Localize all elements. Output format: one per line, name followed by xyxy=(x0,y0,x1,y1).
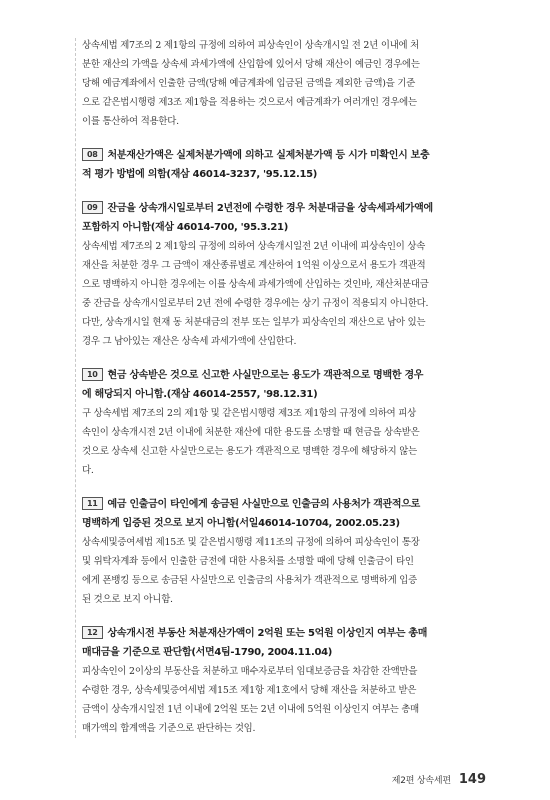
section-title: 예금 인출금이 타인에게 송금된 사실만으로 인출금의 사용처가 객관적으로 명백하게 입증된 것으로 보지 아니함(서일46014-10704, 2002.05.23) xyxy=(82,499,420,529)
section-body: 구 상속세법 제7조의 2의 제1항 및 같은법시행령 제3조 제1항의 규정에 의하여 피상 속인이 상속개시전 2년 이내에 처분한 재산에 대한 용도를 소명할 때 현금을 상속받은 것으로 상속세 신고한 사실만으로는 용도가 객관적으로 명백한 경우에 해당하지 않는 다. xyxy=(82,408,420,476)
section-heading xyxy=(82,146,490,184)
section-title: 잔금을 상속개시일로부터 2년전에 수령한 경우 처분대금을 상속세과세가액에 포함하지 아니함(재삼 46014-700, '95.3.21) xyxy=(82,203,433,233)
section-number: 11 xyxy=(82,497,103,510)
section-number: 09 xyxy=(82,201,103,214)
section-title: 처분재산가액은 실제처분가액에 의하고 실제처분가액 등 시가 미확인시 보충 적 평가 방법에 의함(재삼 46014-3237, '95.12.15) xyxy=(82,150,430,180)
section-title: 현금 상속받은 것으로 신고한 사실만으로는 용도가 객관적으로 명백한 경우 에 해당되지 아니함.(재삼 46014-2557, '98.12.31) xyxy=(82,370,424,400)
page-footer xyxy=(392,768,486,787)
section-number: 10 xyxy=(82,368,103,381)
section-number: 12 xyxy=(82,626,103,639)
section-heading xyxy=(82,495,490,533)
section-body: 상속세및증여세법 제15조 및 같은법시행령 제11조의 규정에 의하여 피상속인이 통장 및 위탁자계좌 등에서 인출한 금전에 대한 사용처를 소명할 때에 당해 인출금이 타인 에게 폰뱅킹 등으로 송금된 사실만으로 인출금의 사용처가 객관적으로 명백하게 입증 된 것으로 보지 아니함. xyxy=(82,537,420,605)
section-09 xyxy=(82,199,490,351)
section-10 xyxy=(82,366,490,480)
section-heading xyxy=(82,366,490,404)
chapter-label: 제2편 상속세편 xyxy=(391,776,451,786)
section-body: 피상속인이 2이상의 부동산을 처분하고 매수자로부터 임대보증금을 차감한 잔액만을 수령한 경우, 상속세및증여세법 제15조 제1항 제1호에서 당해 재산을 처분하고 받은 금액이 상속개시일전 1년 이내에 2억원 또는 2년 이내에 5억원 이상인지 여부는 총매 매가액의 합계액을 기준으로 판단하는 것임. xyxy=(82,666,420,734)
page-number: 149 xyxy=(458,772,486,787)
section-heading xyxy=(82,624,490,662)
section-number: 08 xyxy=(82,148,103,161)
section-08 xyxy=(82,146,490,184)
section-title: 상속개시전 부동산 처분재산가액이 2억원 또는 5억원 이상인지 여부는 총매 매대금을 기준으로 판단함(서면4팀-1790, 2004.11.04) xyxy=(82,628,428,658)
intro-paragraph: 상속세법 제7조의 2 제1항의 규정에 의하여 피상속인이 상속개시일 전 2년 이내에 처 분한 재산의 가액을 상속세 과세가액에 산입함에 있어서 당해 재산이 예금인 경우에는 당해 예금계좌에서 인출한 금액(당해 예금계좌에 입금된 금액을 제외한 금액)을 기준 으로 같은법시행령 제3조 제1항을 적용하는 것으로서 예금계좌가 여러개인 경우에는 이를 통산하여 적용한다. xyxy=(82,40,420,127)
page-content xyxy=(82,36,490,738)
section-heading xyxy=(82,199,490,237)
section-11 xyxy=(82,495,490,609)
section-12 xyxy=(82,624,490,738)
section-body: 상속세법 제7조의 2 제1항의 규정에 의하여 상속개시일전 2년 이내에 피상속인이 상속 재산을 처분한 경우 그 금액이 재산종류별로 계산하여 1억원 이상으로서 용도가 객관적 으로 명백하지 아니한 경우에는 이를 상속세 과세가액에 산입하는 것인바, 재산처분대금 중 잔금을 상속개시일로부터 2년 전에 수령한 경우에는 상기 규정이 적용되지 아니한다. 다만, 상속개시일 현재 동 처분대금의 전부 또는 일부가 피상속인의 재산으로 남아 있는 경우 그 남아있는 재산은 상속세 과세가액에 산입한다. xyxy=(82,241,429,347)
